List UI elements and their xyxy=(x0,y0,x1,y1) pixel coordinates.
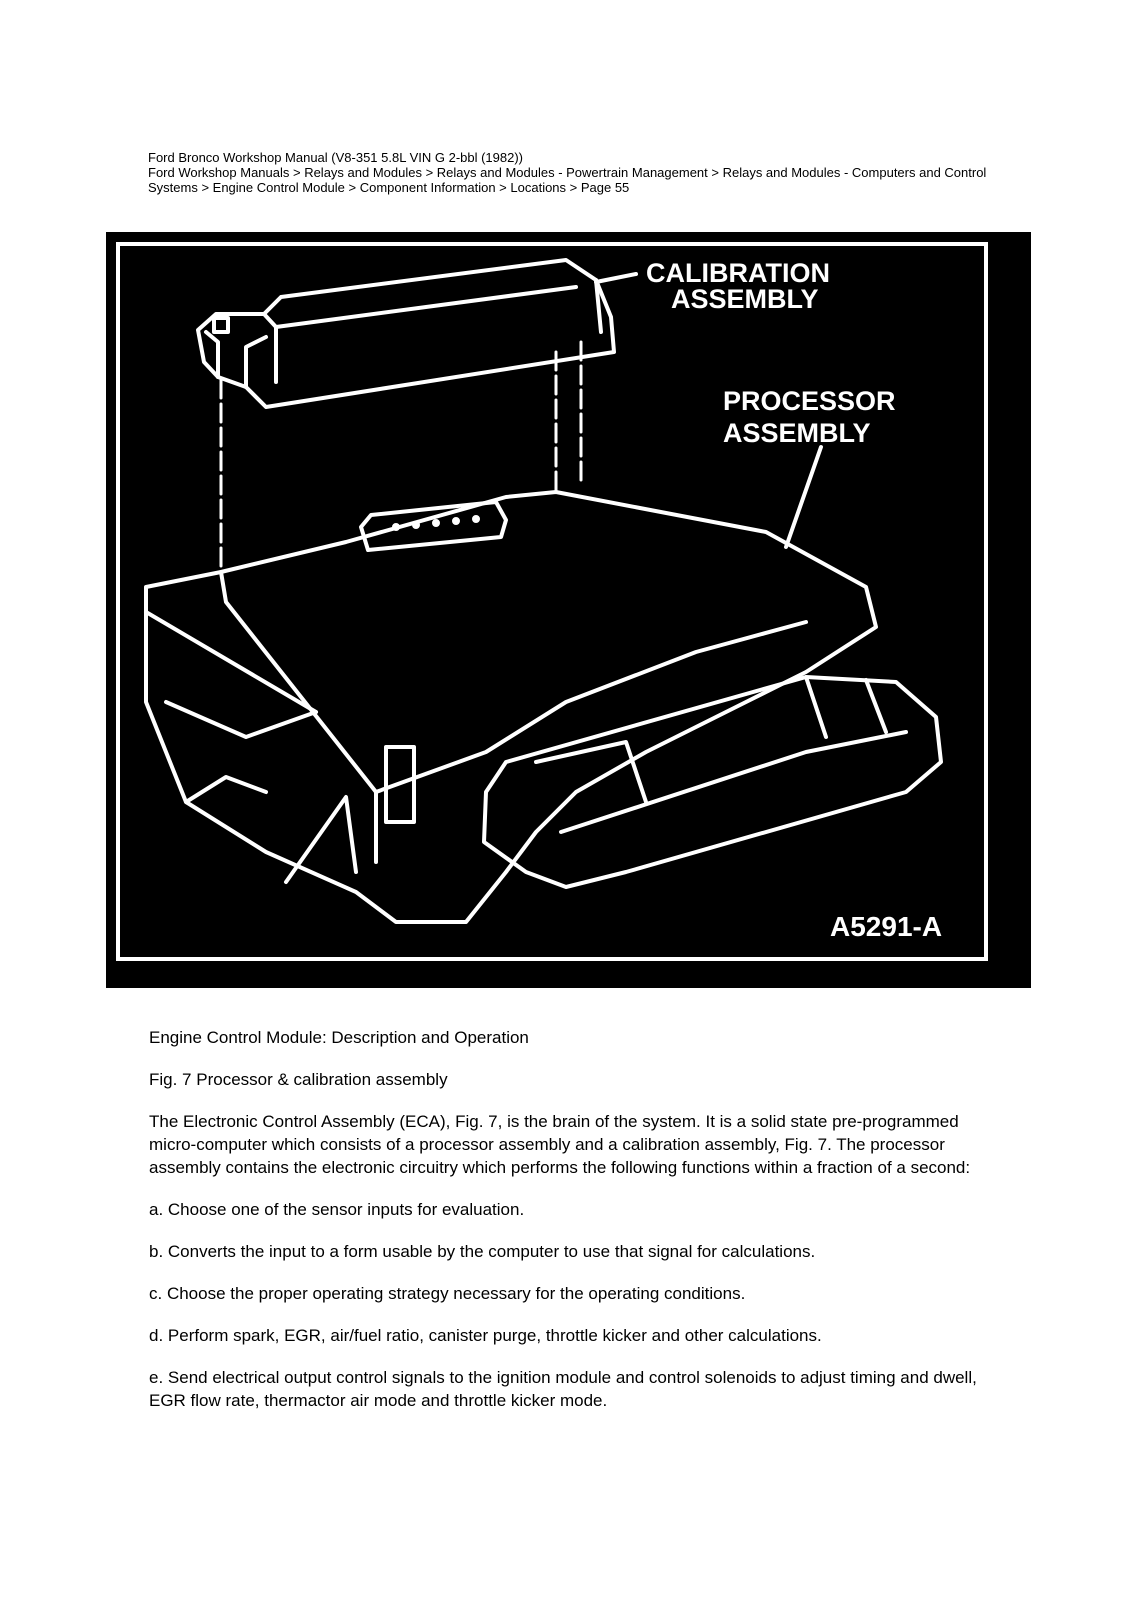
description-paragraph: The Electronic Control Assembly (ECA), Fig. 7, is the brain of the system. It is a solid state pre-programmed micro-computer which consists of a processor assembly and a calibration assembly, Fig. 7. The processor assembly contains the electronic circuitry which performs the following functions within a fraction of a second: xyxy=(149,1112,971,1177)
breadcrumb: Ford Workshop Manuals > Relays and Modules > Relays and Modules - Powertrain Management > Relays and Modules - Computers and Control Systems > Engine Control Module > Component Information > Locations > Page 55 xyxy=(148,165,987,195)
document-header xyxy=(148,150,1008,195)
list-item: d. Perform spark, EGR, air/fuel ratio, canister purge, throttle kicker and other calculations. xyxy=(149,1326,822,1345)
calibration-label-line1: CALIBRATION xyxy=(646,258,830,288)
ecm-figure xyxy=(106,232,1031,988)
document-body xyxy=(149,1026,1009,1431)
list-item: e. Send electrical output control signals to the ignition module and control solenoids to adjust timing and dwell, EGR flow rate, thermactor air mode and throttle kicker mode. xyxy=(149,1368,977,1410)
figure-code: A5291-A xyxy=(830,911,943,942)
processor-label-line1: PROCESSOR xyxy=(723,386,896,416)
calibration-label-line2: ASSEMBLY xyxy=(671,284,819,314)
list-item: b. Converts the input to a form usable by the computer to use that signal for calculations. xyxy=(149,1242,816,1261)
section-heading: Engine Control Module: Description and Operation xyxy=(149,1028,529,1047)
figure-caption: Fig. 7 Processor & calibration assembly xyxy=(149,1070,448,1089)
processor-label-line2: ASSEMBLY xyxy=(723,418,871,448)
manual-title: Ford Bronco Workshop Manual (V8-351 5.8L VIN G 2-bbl (1982)) xyxy=(148,150,524,165)
list-item: c. Choose the proper operating strategy necessary for the operating conditions. xyxy=(149,1284,746,1303)
figure-background xyxy=(106,232,1031,988)
list-item: a. Choose one of the sensor inputs for evaluation. xyxy=(149,1200,525,1219)
ecm-diagram xyxy=(106,232,1031,988)
